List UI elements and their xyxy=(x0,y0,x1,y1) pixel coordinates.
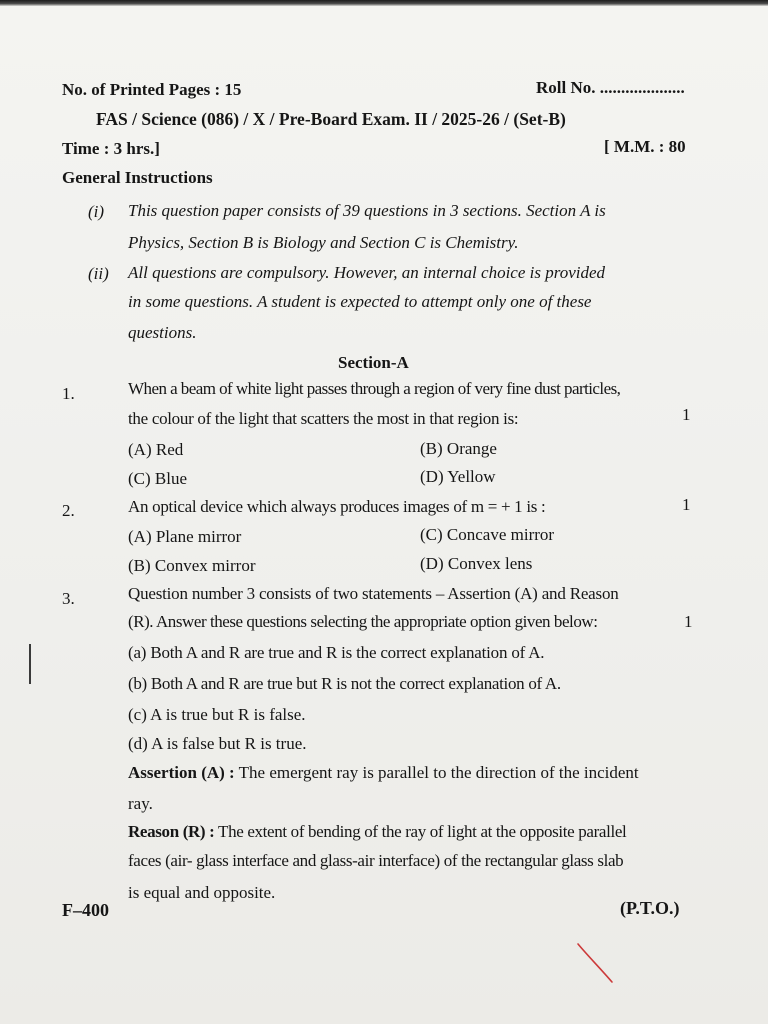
question-1-line-1: When a beam of white light passes through a region of very fine dust particles, xyxy=(128,379,621,398)
roll-no-label: Roll No. .................... xyxy=(536,78,685,97)
question-1-number: 1. xyxy=(62,384,75,403)
instruction-1-line-1: This question paper consists of 39 questions in 3 sections. Section A is xyxy=(128,201,606,220)
instruction-2-line-1: All questions are compulsory. However, an internal choice is provided xyxy=(128,263,606,282)
question-1-option-d: (D) Yellow xyxy=(420,467,496,486)
question-3-line-2: (R). Answer these questions selecting the appropriate option given below: xyxy=(128,612,598,631)
instruction-1-line-2: Physics, Section B is Biology and Section C is Chemistry. xyxy=(128,233,519,252)
assertion-label: Assertion (A) : xyxy=(128,763,235,782)
instruction-1-number: (i) xyxy=(88,202,105,221)
question-3-option-c: (c) A is true but R is false. xyxy=(128,705,306,724)
reason-text-1: The extent of bending of the ray of light at the opposite parallel xyxy=(214,822,627,841)
page-top-edge xyxy=(0,0,768,6)
question-3-marks: 1 xyxy=(684,612,693,631)
question-1-option-a: (A) Red xyxy=(128,440,184,459)
question-2-marks: 1 xyxy=(682,495,691,514)
question-3-line-1: Question number 3 consists of two statements – Assertion (A) and Reason xyxy=(128,584,619,603)
question-1-option-b: (B) Orange xyxy=(420,439,497,458)
reason-line-1 xyxy=(128,822,626,842)
assertion-text-1: The emergent ray is parallel to the direction of the incident xyxy=(234,763,639,782)
reason-line-3: is equal and opposite. xyxy=(128,883,276,902)
question-2-number: 2. xyxy=(62,501,75,520)
question-1-line-2: the colour of the light that scatters the most in that region is: xyxy=(128,409,519,428)
assertion-line-1 xyxy=(128,763,639,783)
exam-title: FAS / Science (086) / X / Pre-Board Exam. II / 2025-26 / (Set-B) xyxy=(96,109,566,129)
question-3-option-b: (b) Both A and R are true but R is not the correct explanation of A. xyxy=(128,674,561,693)
section-title: Section-A xyxy=(338,353,409,372)
question-2-option-b: (B) Convex mirror xyxy=(128,556,256,575)
question-2-option-c: (C) Concave mirror xyxy=(420,525,555,544)
reason-line-2: faces (air- glass interface and glass-air interface) of the rectangular glass slab xyxy=(128,851,624,870)
question-3-number: 3. xyxy=(62,589,75,608)
question-1-marks: 1 xyxy=(682,405,691,424)
instruction-2-number: (ii) xyxy=(88,264,109,283)
question-3-option-a: (a) Both A and R are true and R is the correct explanation of A. xyxy=(128,643,545,662)
footer-paper-code: F–400 xyxy=(62,900,109,920)
printed-pages-label: No. of Printed Pages : 15 xyxy=(62,80,242,99)
question-3-option-d: (d) A is false but R is true. xyxy=(128,734,307,753)
red-pen-mark xyxy=(576,940,616,986)
general-instructions-heading: General Instructions xyxy=(62,168,213,187)
assertion-line-2: ray. xyxy=(128,794,153,813)
margin-pen-mark xyxy=(29,644,31,684)
question-1-option-c: (C) Blue xyxy=(128,469,188,488)
instruction-2-line-2: in some questions. A student is expected to attempt only one of these xyxy=(128,292,592,311)
max-marks-label: [ M.M. : 80 xyxy=(604,137,686,156)
question-2-option-d: (D) Convex lens xyxy=(420,554,533,573)
time-label: Time : 3 hrs.] xyxy=(62,139,160,158)
instruction-2-line-3: questions. xyxy=(128,323,197,342)
reason-label: Reason (R) : xyxy=(128,822,215,841)
question-2-line-1: An optical device which always produces images of m = + 1 is : xyxy=(128,497,546,516)
question-2-option-a: (A) Plane mirror xyxy=(128,527,242,546)
footer-pto: (P.T.O.) xyxy=(620,898,680,918)
